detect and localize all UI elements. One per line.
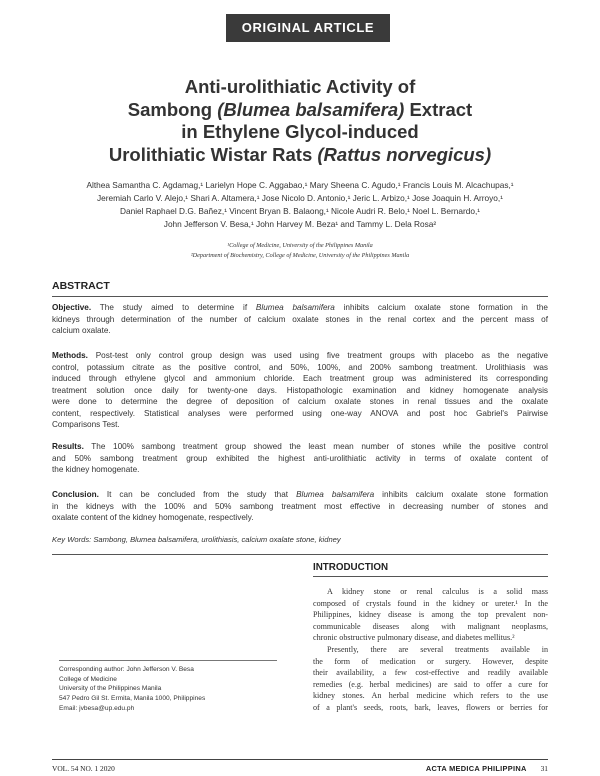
title-line-1: Anti-urolithiatic Activity of <box>184 76 416 97</box>
paragraph-text: inhibits calcium oxalate stone formation in the <box>334 303 548 312</box>
paragraph-text: The 100% sambong treatment group showed the least mean number of stones while the positive control <box>83 442 548 451</box>
author-line: Jeremiah Carlo V. Alejo,¹ Shari A. Altamera,¹ Jose Nicolo D. Antonio,¹ Jeric L. Arbizo,¹ Jose Joaquin H. Arroyo,¹ <box>97 193 503 203</box>
title-text: Extract <box>404 98 473 120</box>
methods-paragraph <box>52 350 548 431</box>
results-paragraph <box>52 441 548 476</box>
intro-line: chronic obstructive pulmonary disease, and diabetes mellitus.² <box>313 633 515 643</box>
author-line: Daniel Raphael D.G. Bañez,¹ Vincent Bryan B. Balaong,¹ Nicole Audri R. Belo,¹ Noel L. Bernardo,¹ <box>119 206 481 216</box>
volume-info: VOL. 54 NO. 1 2020 <box>52 764 115 773</box>
title-italic-text: (Blumea balsamifera) <box>217 98 405 120</box>
paragraph-line <box>52 350 548 362</box>
objective-label: Objective. <box>52 303 92 312</box>
paragraph-line: kidneys through determination of the number of calcium oxalate stones in the renal cortex and the percent mass of <box>52 314 548 324</box>
intro-line: their availability, a few cost-effective and readily available <box>313 668 548 678</box>
page-number: 31 <box>540 764 548 773</box>
paragraph-line: content, respectively. Statistical analyses were performed using one-way ANOVA and post hoc Gabriel's Pairwise <box>52 408 548 418</box>
keywords: Key Words: Sambong, Blumea balsamifera, urolithiasis, calcium oxalate stone, kidney <box>52 535 341 544</box>
author-line: Althea Samantha C. Agdamag,¹ Larielyn Hope C. Aggabao,¹ Mary Sheena C. Agudo,¹ Francis Louis M. Alcachupas,¹ <box>86 180 514 190</box>
intro-line: composed of crystals found in the kidney or ureter.¹ In the <box>313 598 548 608</box>
intro-line: A kidney stone or renal calculus is a solid mass <box>327 587 548 596</box>
intro-line: communicable diseases along with malignant neoplasms, <box>313 621 548 631</box>
correspondence-college: College of Medicine <box>59 675 117 683</box>
article-title <box>40 76 560 166</box>
article-type-banner: ORIGINAL ARTICLE <box>226 14 390 42</box>
intro-line: the form of medication or surgery. However, despite <box>313 656 548 666</box>
abstract-divider <box>52 296 548 297</box>
affiliation-1: ¹College of Medicine, University of the Philippines Manila <box>227 242 373 249</box>
intro-line: Presently, there are several treatments available in <box>327 644 548 654</box>
paragraph-line: treatment solution once daily for twenty-one days. Histopathologic examination and kidney homogenate analysis <box>52 385 548 395</box>
paragraph-text: The study aimed to determine if <box>91 303 256 312</box>
correspondence-university: University of the Philippines Manila <box>59 685 162 693</box>
conclusion-label: Conclusion. <box>52 490 99 499</box>
species-name: Blumea balsamifera <box>296 490 375 499</box>
objective-paragraph <box>52 302 548 337</box>
paragraph-line <box>52 302 548 314</box>
paragraph-line <box>52 489 548 501</box>
paragraph-line: calcium oxalate. <box>52 326 111 335</box>
intro-line: Philippines, kidney disease is among the top prevalent non- <box>313 610 548 620</box>
paragraph-line: oxalate content of the kidney homogenate, respectively. <box>52 513 254 522</box>
author-list <box>40 179 560 231</box>
journal-name: ACTA MEDICA PHILIPPINA <box>425 764 527 773</box>
intro-line: remedies (e.g. herbal medicines) are said to offer a cure for <box>313 679 548 689</box>
correspondence-divider <box>59 660 277 661</box>
results-label: Results. <box>52 442 84 451</box>
paragraph-line: the kidney homogenate. <box>52 465 140 474</box>
conclusion-paragraph <box>52 489 548 524</box>
species-name: Blumea balsamifera <box>255 303 335 312</box>
correspondence-block <box>59 665 289 714</box>
correspondence-email[interactable]: Email: jvbesa@up.edu.ph <box>59 704 135 712</box>
paragraph-line: and 50% sambong treatment group exhibited the highest anti-urolithiatic activity in terms of oxalate content of <box>52 453 548 463</box>
title-line-2 <box>40 99 560 122</box>
section-divider <box>52 554 548 555</box>
footer-divider <box>52 759 548 760</box>
correspondence-address: 547 Pedro Gil St. Ermita, Manila 1000, Philippines <box>59 695 206 703</box>
paragraph-line: induced through ethylene glycol and ammonium chloride. Each treatment group was administered its corresponding <box>52 374 548 383</box>
author-line: John Jefferson V. Besa,¹ John Harvey M. Beza¹ and Tammy L. Dela Rosa² <box>163 219 437 229</box>
paragraph-text: It can be concluded from the study that <box>98 490 297 499</box>
affiliation-2: ²Department of Biochemistry, College of Medicine, University of the Philippines Manila <box>190 252 410 259</box>
paragraph-text: Post-test only control group design was used using five treatment groups with placebo as the negative <box>87 351 548 360</box>
introduction-underline <box>313 576 548 577</box>
affiliations <box>40 241 560 261</box>
title-italic-text: (Rattus norvegicus) <box>317 143 492 165</box>
paragraph-line: Comparisons Test. <box>52 420 120 429</box>
paragraph-line: control, potassium citrate as the positive control, and 50%, 100%, and 200% sambong treatment. Urolithiasis was <box>52 362 548 372</box>
abstract-heading: ABSTRACT <box>52 280 110 292</box>
paragraph-line: were done to determine the degree of deposition of calcium oxalate stones in renal tissues and the oxalate <box>52 397 548 406</box>
methods-label: Methods. <box>52 351 88 360</box>
footer-right <box>426 764 548 773</box>
title-line-3: in Ethylene Glycol-induced <box>181 121 419 142</box>
title-text: Urolithiatic Wistar Rats <box>108 143 318 165</box>
paragraph-text: inhibits calcium oxalate stone formation <box>374 490 548 499</box>
paragraph-line <box>52 441 548 453</box>
title-line-4 <box>40 144 560 167</box>
intro-line: of a plant's seeds, roots, bark, leaves, flowers or berries for <box>313 702 548 712</box>
title-text: Sambong <box>127 98 218 120</box>
introduction-text <box>313 586 548 714</box>
paragraph-line: in the kidneys with the 100% and 50% sambong treatment most effective in decreasing number of stones and <box>52 501 548 511</box>
introduction-heading: INTRODUCTION <box>313 562 389 573</box>
intro-line: kidney stones. An herbal medicine which refers to the use <box>313 691 548 701</box>
corresponding-author: Corresponding author: John Jefferson V. Besa <box>59 666 194 673</box>
